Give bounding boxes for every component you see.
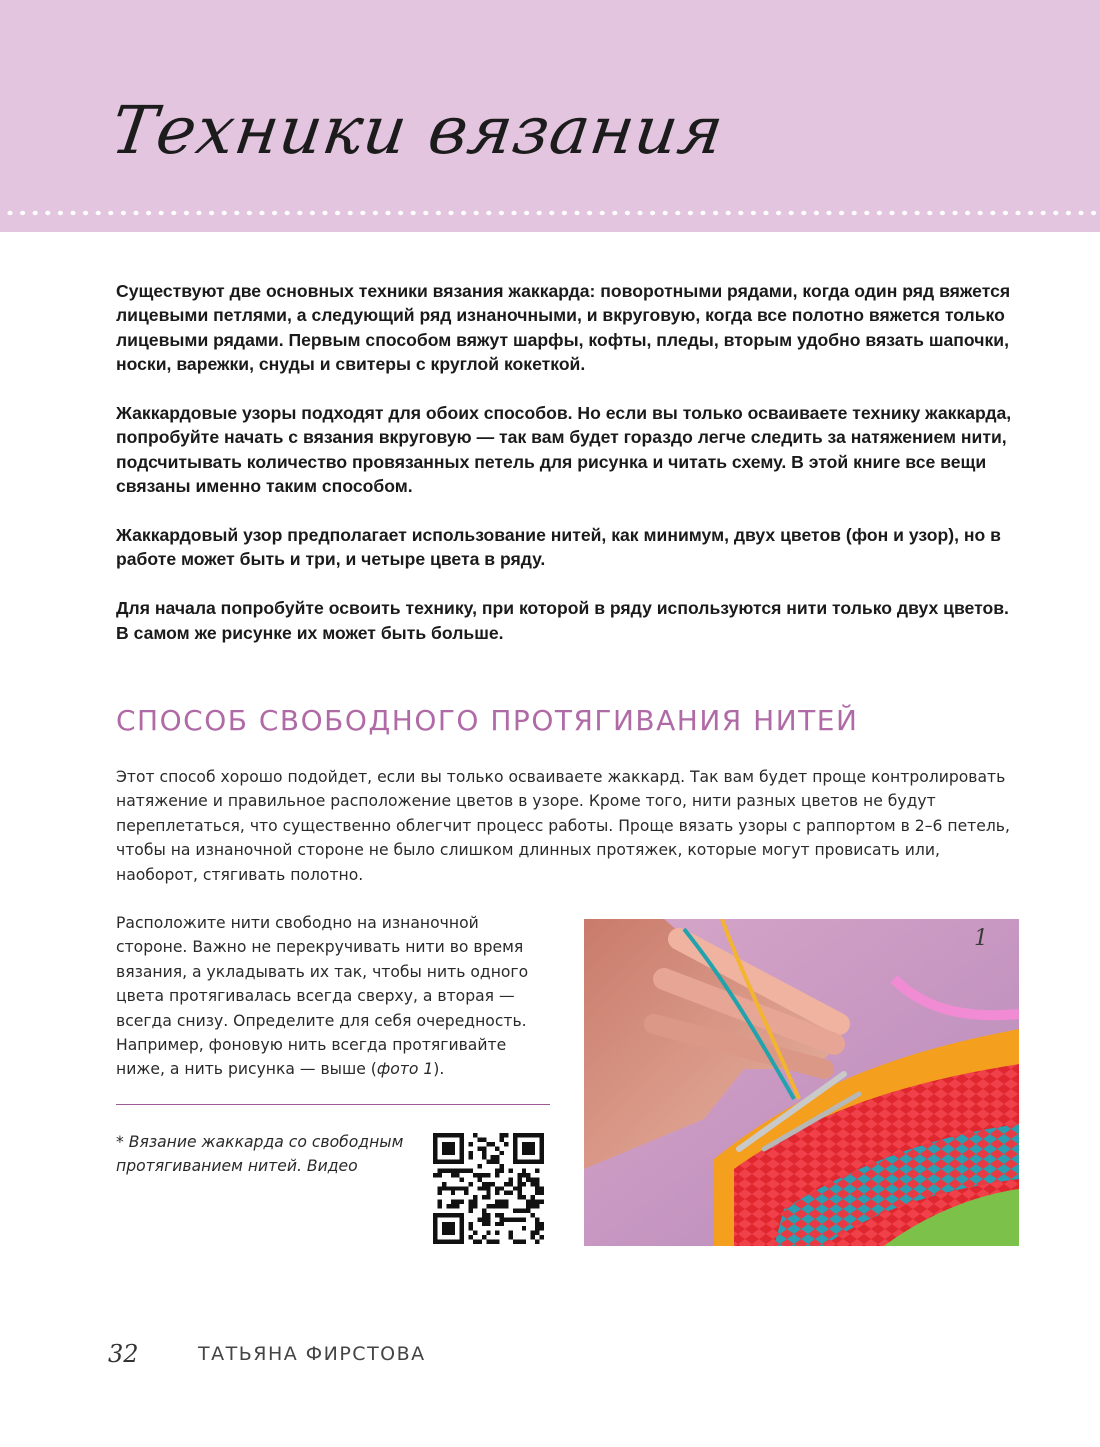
intro-paragraph: Жаккардовые узоры подходят для обоих способов. Но если вы только осваиваете технику жаккарда, попробуйте начать с вязания вкруговую — так вам будет гораздо легче следить за натяжением нити, подсчитывать количество провязанных петель для рисунка и читать схему. В этой книге все вещи связаны именно таким способом. <box>116 403 1012 497</box>
intro-paragraph: Для начала попробуйте освоить технику, при которой в ряду используются нити только двух цветов. В самом же рисунке их может быть больше. <box>116 598 1009 643</box>
knitting-photo-image <box>584 919 1019 1246</box>
instruction-main: Расположите нити свободно на изнаночной стороне. Важно не перекручивать нити во время вязания, а укладывать их так, чтобы нить одного цвета протягивалась всегда сверху, а вторая — всегда снизу. Определите для себя очередность. Например, фоновую нить всегда протягивайте ниже, а нить рисунка — выше ( <box>116 914 529 1079</box>
video-note: * Вязание жаккарда со свободным протягиванием нитей. Видео <box>116 1133 404 1176</box>
knitting-photo <box>584 919 1019 1246</box>
photo-number: 1 <box>974 926 988 951</box>
page-title: Техники вязания <box>106 92 729 169</box>
section-text: Этот способ хорошо подойдет, если вы только осваиваете жаккард. Так вам будет проще контролировать натяжение и правильное расположение цветов в узоре. Кроме того, нити разных цветов не будут переплетаться, что существенно облегчит процесс работы. Проще вязать узоры с раппортом в 2–6 петель, чтобы на изнаночной стороне не было слишком длинных протяжек, которые могут провисать или, наоборот, стягивать полотно. <box>116 768 1010 884</box>
intro-text <box>116 279 1026 669</box>
qr-code[interactable] <box>433 1133 544 1244</box>
author-name: ТАТЬЯНА ФИРСТОВА <box>198 1343 426 1365</box>
page-number: 32 <box>108 1340 139 1368</box>
photo-reference: фото 1 <box>376 1060 434 1079</box>
instruction-end: ). <box>433 1060 445 1079</box>
dotted-border <box>0 207 1100 219</box>
divider <box>116 1104 550 1105</box>
intro-paragraph: Существуют две основных техники вязания жаккарда: поворотными рядами, когда один ряд вяжется лицевыми петлями, а следующий ряд изнаночными, и вкруговую, когда все полотно вяжется только лицевыми рядами. Первым способом вяжут шарфы, кофты, пледы, вторым удобно вязать шапочки, носки, варежки, снуды и свитеры с круглой кокеткой. <box>116 281 1011 375</box>
intro-paragraph: Жаккардовый узор предполагает использование нитей, как минимум, двух цветов (фон и узор), но в работе может быть и три, и четыре цвета в ряду. <box>116 525 1001 570</box>
instruction-text <box>116 911 546 1082</box>
section-heading: СПОСОБ СВОБОДНОГО ПРОТЯГИВАНИЯ НИТЕЙ <box>116 704 859 737</box>
